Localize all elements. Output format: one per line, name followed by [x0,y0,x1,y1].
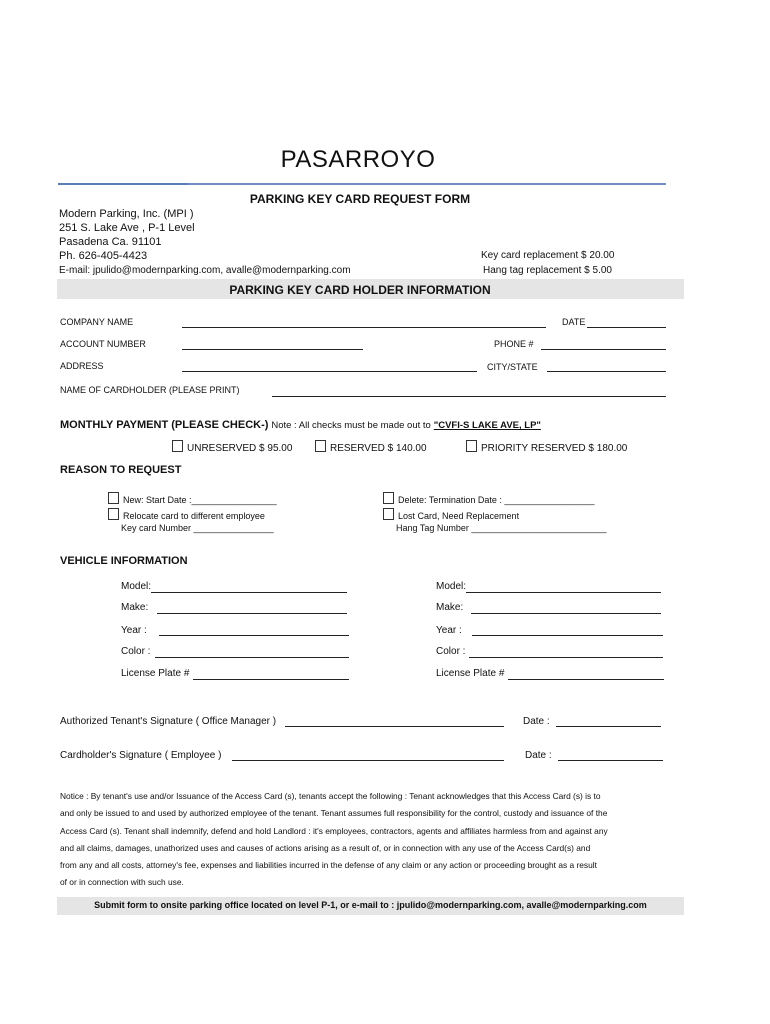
notice-line: from any and all costs, attorney's fee, expenses and liabilities incurred in the defense of any claim or any action or proceeding brought as a result [60,860,597,871]
vehicle2-color-label: Color : [436,646,466,657]
company-email: E-mail: jpulido@modernparking.com, avalle@modernparking.com [59,265,351,276]
tenant-date-label: Date : [523,716,550,727]
account-number-label: ACCOUNT NUMBER [60,339,146,349]
address-label: ADDRESS [60,361,104,371]
key-card-number-label: Key card Number ________________ [121,523,274,533]
option-unreserved[interactable] [172,440,292,454]
cardholder-date-field[interactable] [558,760,663,761]
reason-new-start[interactable] [108,492,277,505]
checkbox-icon[interactable] [108,508,119,520]
company-address2: Pasadena Ca. 91101 [59,236,162,248]
vehicle2-model-field[interactable] [466,592,661,593]
tenant-signature-field[interactable] [285,726,504,727]
checkbox-icon[interactable] [383,508,394,520]
new-start-label: New: Start Date :_________________ [123,495,277,505]
option-reserved-label: RESERVED $ 140.00 [330,443,427,454]
option-reserved[interactable] [315,440,427,454]
phone-label: PHONE # [494,339,534,349]
vehicle2-year-field[interactable] [472,635,663,636]
vehicle1-color-field[interactable] [155,657,349,658]
vehicle2-license-label: License Plate # [436,668,505,679]
delete-label: Delete: Termination Date : __________________ [398,495,595,505]
payment-note: Note : All checks must be made out to [271,420,431,431]
vehicle1-license-label: License Plate # [121,668,190,679]
vehicle1-make-field[interactable] [157,613,347,614]
checkbox-icon[interactable] [466,440,477,452]
tenant-date-field[interactable] [556,726,661,727]
notice-line: of or in connection with such use. [60,877,184,888]
hang-tag-fee: Hang tag replacement $ 5.00 [483,265,612,276]
notice-line: Access Card (s). Tenant shall indemnify, defend and hold Landlord : it's employees, contractors, agents and affiliates harmless from and against any [60,825,608,836]
reason-heading: REASON TO REQUEST [60,464,182,476]
payee-name: "CVFI-S LAKE AVE, LP" [433,420,541,431]
relocate-label: Relocate card to different employee [123,511,265,521]
payment-row [60,419,541,431]
checkbox-icon[interactable] [383,492,394,504]
reason-relocate[interactable] [108,508,265,521]
payment-heading: MONTHLY PAYMENT (PLEASE CHECK-) [60,419,269,431]
city-state-label: CITY/STATE [487,362,538,372]
header-rule-left [58,183,188,185]
vehicle1-model-field[interactable] [151,592,347,593]
tenant-signature-label: Authorized Tenant's Signature ( Office Manager ) [60,716,277,727]
address-field[interactable] [182,371,477,372]
cardholder-name-field[interactable] [272,396,666,397]
date-label: DATE [562,317,586,327]
phone-field[interactable] [541,349,666,350]
reason-lost-card[interactable] [383,508,519,521]
notice-line: Notice : By tenant's use and/or Issuance of the Access Card (s), tenants accept the following : Tenant acknowledges that this Access Card (s) is to [60,791,601,801]
vehicle1-color-label: Color : [121,646,151,657]
company-name-field[interactable] [182,327,546,328]
vehicle1-year-label: Year : [121,625,147,636]
vehicle2-make-label: Make: [436,602,464,613]
date-field[interactable] [587,327,666,328]
vehicle1-model-label: Model: [121,581,152,592]
company-phone: Ph. 626-405-4423 [59,250,148,262]
checkbox-icon[interactable] [108,492,119,504]
vehicle-heading: VEHICLE INFORMATION [60,555,188,567]
reason-delete[interactable] [383,492,594,505]
checkbox-icon[interactable] [315,440,326,452]
vehicle1-year-field[interactable] [159,635,349,636]
vehicle2-model-label: Model: [436,581,467,592]
company-address1: 251 S. Lake Ave , P-1 Level [59,222,195,234]
company-name-text: Modern Parking, Inc. (MPI ) [59,208,194,220]
vehicle2-make-field[interactable] [471,613,661,614]
notice-text [60,788,608,892]
cardholder-name-label: NAME OF CARDHOLDER (PLEASE PRINT) [60,385,240,395]
checkbox-icon[interactable] [172,440,183,452]
notice-line: and all claims, damages, unathorized uses and causes of actions arising as a result of, or in connection with any use of the Access Card(s) and [60,842,591,853]
vehicle2-year-label: Year : [436,625,462,636]
submit-instructions: Submit form to onsite parking office located on level P-1, or e-mail to : jpulido@modernparking.com, avalle@modernparking.com [94,900,647,910]
vehicle1-make-label: Make: [121,602,149,613]
vehicle2-color-field[interactable] [469,657,663,658]
cardholder-date-label: Date : [525,750,552,761]
notice-line: and only be issued to and used by authorized employee of the tenant. Tenant assumes full responsibility for the control, custody and issuance of the [60,808,608,819]
page-title: PASARROYO [280,146,436,173]
holder-info-heading: PARKING KEY CARD HOLDER INFORMATION [229,283,491,297]
account-number-field[interactable] [182,349,363,350]
option-priority-reserved[interactable] [466,440,627,454]
option-priority-label: PRIORITY RESERVED $ 180.00 [481,443,628,454]
cardholder-signature-label: Cardholder's Signature ( Employee ) [60,750,222,761]
option-unreserved-label: UNRESERVED $ 95.00 [187,443,293,454]
company-name-label: COMPANY NAME [60,317,134,327]
cardholder-signature-field[interactable] [232,760,504,761]
key-card-fee: Key card replacement $ 20.00 [481,250,615,261]
lost-card-label: Lost Card, Need Replacement [398,511,520,521]
city-state-field[interactable] [547,371,666,372]
header-rule [188,183,666,185]
vehicle2-license-field[interactable] [508,679,664,680]
hang-tag-number-label: Hang Tag Number ___________________________ [396,523,607,533]
vehicle1-license-field[interactable] [193,679,349,680]
form-title: PARKING KEY CARD REQUEST FORM [249,192,471,206]
